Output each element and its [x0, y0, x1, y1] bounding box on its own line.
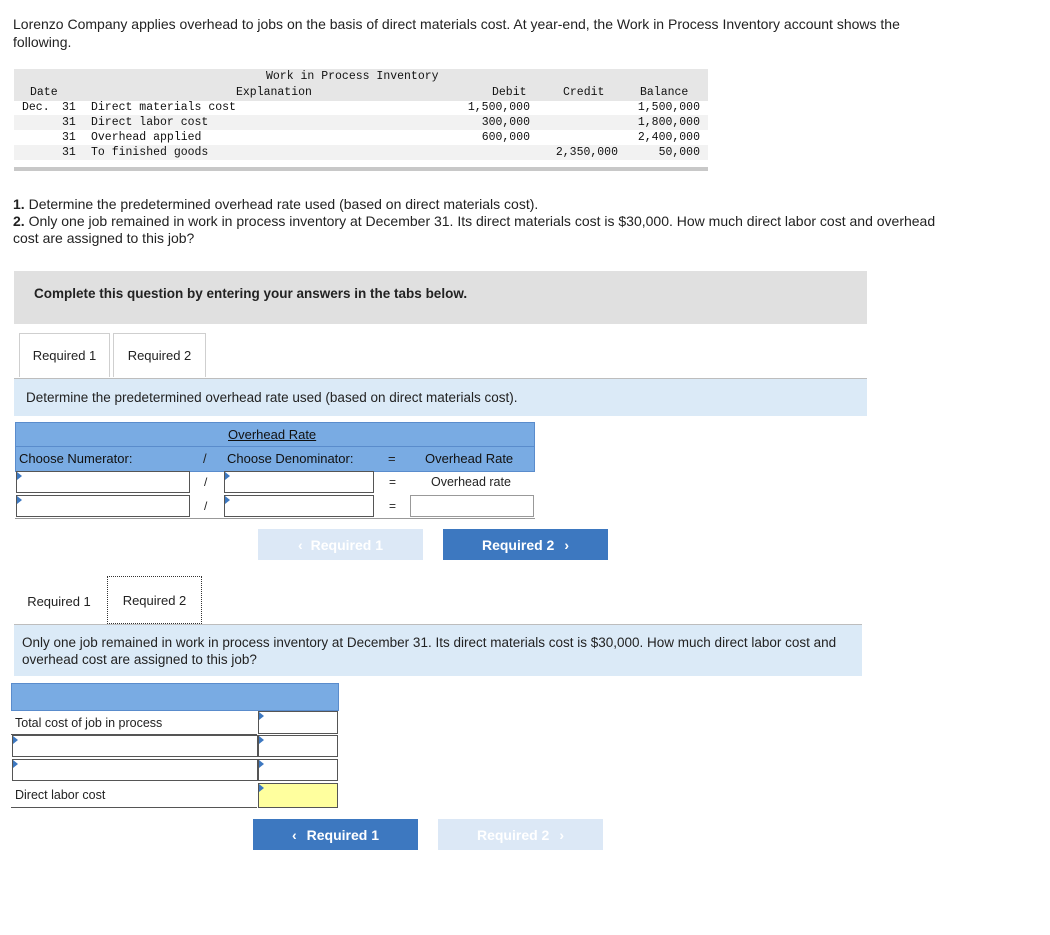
chevron-left-icon: ‹: [297, 536, 303, 553]
ledger-row: [14, 100, 708, 115]
divide-sign: /: [204, 475, 208, 489]
dropdown-marker-icon: [259, 784, 264, 792]
ledger-balance: 1,500,000: [637, 101, 700, 114]
question-2-text: Only one job remained in work in process inventory at December 31. Its direct materials cost is $30,000. How much direct labor cost and overhead cost are assigned to this job?: [13, 213, 936, 246]
ledger-day: 31: [62, 116, 76, 129]
ledger-day: 31: [62, 101, 76, 114]
tab-required-2-active[interactable]: [107, 576, 202, 624]
denominator-input-2[interactable]: [224, 495, 374, 517]
ledger-row: [14, 145, 708, 160]
question-2-number: 2.: [13, 213, 25, 229]
tab-required-2[interactable]: [113, 333, 206, 377]
tab-label: Required 2: [127, 348, 192, 363]
instruction-text: Only one job remained in work in process inventory at December 31. Its direct materials cost is $30,000. How much direct labor cost and overhead cost are assigned to this job?: [22, 635, 837, 667]
dropdown-marker-icon: [13, 760, 18, 768]
denominator-label: Choose Denominator:: [227, 451, 354, 466]
button-label: Required 1: [310, 536, 384, 553]
line-item-select-1[interactable]: [12, 735, 258, 757]
equals-sign: =: [388, 451, 396, 466]
ledger-balance: 2,400,000: [637, 131, 700, 144]
next-required-2-button[interactable]: [443, 529, 608, 560]
ledger-row: [14, 115, 708, 130]
dropdown-marker-icon: [13, 736, 18, 744]
numerator-label: Choose Numerator:: [19, 451, 133, 466]
ledger-debit: 1,500,000: [467, 101, 530, 114]
ledger-debit: 600,000: [481, 131, 530, 144]
question-1-number: 1.: [13, 196, 25, 212]
ledger-explanation: Overhead applied: [91, 131, 202, 144]
overhead-rate-table: [15, 422, 535, 520]
denominator-input-1[interactable]: [224, 471, 374, 493]
question-1-text: Determine the predetermined overhead rate used (based on direct materials cost).: [24, 196, 539, 212]
equals-sign: =: [389, 499, 397, 513]
row-label: Direct labor cost: [15, 788, 106, 802]
ledger-header-date: Date: [30, 86, 58, 99]
ledger-day: 31: [62, 131, 76, 144]
ledger-header-balance: Balance: [640, 86, 689, 99]
instructions-banner: [14, 271, 867, 324]
intro-text: Lorenzo Company applies overhead to jobs on the basis of direct materials cost. At year-end, the Work in Process Inventory account shows the following.: [13, 16, 900, 50]
total-cost-input[interactable]: [258, 711, 338, 734]
result-header: Overhead Rate: [425, 451, 514, 466]
button-label: Required 2: [476, 826, 550, 843]
ledger-credit: 2,350,000: [555, 146, 618, 159]
ledger-explanation: To finished goods: [91, 146, 209, 159]
ledger-row: [14, 130, 708, 145]
dropdown-marker-icon: [17, 496, 22, 504]
chevron-left-icon: ‹: [291, 826, 297, 843]
numerator-input-2[interactable]: [16, 495, 190, 517]
ledger-balance: 1,800,000: [637, 116, 700, 129]
numerator-input-1[interactable]: [16, 471, 190, 493]
total-cost-row: [11, 710, 257, 735]
table-title: Overhead Rate: [228, 427, 317, 442]
ledger-debit: 300,000: [481, 116, 530, 129]
button-label: Required 1: [306, 826, 380, 843]
result-label: Overhead rate: [431, 475, 511, 489]
line-item-select-2[interactable]: [12, 759, 258, 781]
job-cost-table: [11, 683, 339, 809]
button-label: Required 2: [481, 536, 555, 553]
questions-block: [13, 196, 963, 247]
ledger-balance: 50,000: [658, 146, 700, 159]
line-item-amount-1[interactable]: [258, 735, 338, 757]
prev-required-1-button[interactable]: [253, 819, 418, 850]
chevron-right-icon: ›: [559, 826, 565, 843]
ledger-explanation: Direct materials cost: [91, 101, 236, 114]
direct-labor-input[interactable]: [258, 783, 338, 808]
ledger-month: Dec.: [22, 101, 50, 114]
dropdown-marker-icon: [259, 712, 264, 720]
tab-label: Required 1: [32, 348, 97, 363]
instruction-text: Determine the predetermined overhead rate used (based on direct materials cost).: [26, 390, 518, 405]
line-item-amount-2[interactable]: [258, 759, 338, 781]
dropdown-marker-icon: [225, 496, 230, 504]
tab-label: Required 1: [27, 593, 91, 609]
ledger-explanation: Direct labor cost: [91, 116, 209, 129]
chevron-right-icon: ›: [564, 536, 570, 553]
result-input-2[interactable]: [410, 495, 534, 517]
tab-required-1[interactable]: [19, 333, 110, 377]
dropdown-marker-icon: [225, 472, 230, 480]
tab-required-1-secondary[interactable]: [14, 578, 104, 624]
banner-text: Complete this question by entering your answers in the tabs below.: [34, 286, 468, 301]
ledger-day: 31: [62, 146, 76, 159]
dropdown-marker-icon: [259, 736, 264, 744]
wip-ledger-table: [14, 69, 708, 171]
equals-sign: =: [389, 475, 397, 489]
required-1-instruction: [14, 379, 867, 416]
ledger-header-debit: Debit: [492, 86, 527, 99]
dropdown-marker-icon: [259, 760, 264, 768]
divide-sign: /: [204, 499, 208, 513]
ledger-header-credit: Credit: [563, 86, 605, 99]
required-2-instruction: [14, 625, 862, 676]
prev-required-1-button[interactable]: [258, 529, 423, 560]
row-label: Total cost of job in process: [15, 716, 163, 730]
next-required-2-button[interactable]: [438, 819, 603, 850]
dropdown-marker-icon: [17, 472, 22, 480]
ledger-title: Work in Process Inventory: [266, 70, 439, 83]
tab-label: Required 2: [122, 592, 187, 608]
divide-sign: /: [203, 451, 207, 466]
direct-labor-row: [11, 782, 257, 808]
ledger-header-explanation: Explanation: [236, 86, 312, 99]
